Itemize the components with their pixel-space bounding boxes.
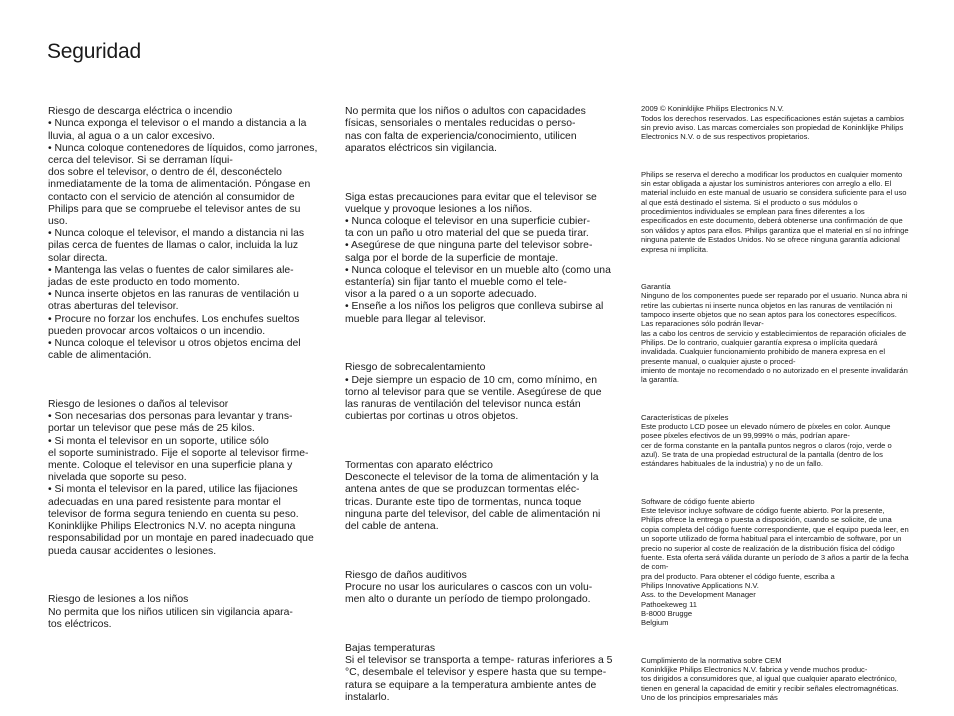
- column-right: [641, 95, 909, 712]
- spacer: [48, 375, 320, 387]
- spacer: [641, 151, 909, 160]
- spacer: [641, 637, 909, 646]
- spacer: [345, 436, 617, 448]
- section-supervision: No permita que los niños o adultos con capacidades físicas, sensoriales o mentales reducidas o perso- nas con falta de experiencia/conocimiento, utilicen aparatos eléctricos sin vigilancia.: [345, 106, 586, 154]
- spacer: [641, 394, 909, 403]
- section-tv-damage: Riesgo de lesiones o daños al televisor • Son necesarias dos personas para levantar y trans- portar un televisor que pese más de 25 kilos. • Si monta el televisor en un soporte, utilice sólo el soporte suministrado. Fije el soporte al televisor firme- mente. Coloque el televisor en una superficie plana y nivelada que soporte su peso. • Si monta el televisor en la pared, utilice las fijaciones adecuadas en una pared resistente para montar el televisor de forma segura teniendo en cuenta su peso. Koninklijke Philips Electronics N.V. no acepta ninguna responsabilidad por un montaje en pared inadecuado que pueda causar accidentes o lesiones.: [48, 399, 314, 557]
- spacer: [345, 167, 617, 179]
- section-pixels: Características de píxeles Este producto LCD posee un elevado número de píxeles en color. Aunque posee píxeles efectivos de un 99,999% o más, podrían apare- cer de forma constante en la pantalla puntos negros o claros (rojo, verde o azul). Se trata de una propiedad estructural de la pantalla (dentro de los estándares habituales de la industria) y no de un fallo.: [641, 412, 892, 469]
- section-open-source: Software de código fuente abierto Este televisor incluye software de código fuente abierto. Por la presente, Philips ofrece la entrega o puesta a disposición, cuando se solicite, de una copia completa del código fuente correspondiente, que el equipo pueda leer, en un soporte utilizado de forma habitual para el intercambio de software, por un precio no superior al coste de realización de la distribución física del código fuente. Esta oferta será válida durante un período de 3 años a partir de la fecha de com- pra del producto. Para obtener el código fuente, escriba a Philips Innovative Applications N.V. Ass. to the Development Manager Pathoekeweg 11 B-8000 Brugge Belgium: [641, 496, 909, 628]
- spacer: [48, 570, 320, 582]
- section-warranty: Garantía Ninguno de los componentes puede ser reparado por el usuario. Nunca abra ni retire las cubiertas ni inserte nunca objetos en las ranuras de ventilación ni tampoco inserte objetos que no sean aptos para los conectores específicos. Las reparaciones sólo podrán llevar- las a cabo los centros de servicio y establecimientos de reparación oficiales de Philips. De lo contrario, cualquier garantía expresa o implícita quedará invalidada. Cualquier funcionamiento prohibido de manera expresa en el presente manual, o cualquier ajuste o proced- imiento de montaje no recomendado o no autorizado en el presente invalidarán la garantía.: [641, 281, 908, 385]
- section-overheating: Riesgo de sobrecalentamiento • Deje siempre un espacio de 10 cm, como mínimo, en torno al televisor para que se ventile. Asegúrese de que las ranuras de ventilación del televisor nunca están cubiertas por cortinas u otros objetos.: [345, 362, 602, 423]
- spacer: [345, 545, 617, 557]
- column-middle: [345, 94, 617, 716]
- spacer: [641, 263, 909, 272]
- column-left: [48, 94, 320, 643]
- section-tip-over: Siga estas precauciones para evitar que el televisor se vuelque y provoque lesiones a los niños. • Nunca coloque el televisor en una superficie cubier- ta con un paño u otro material del que se pueda tirar. • Asegúrese de que ninguna parte del televisor sobre- salga por el borde de la superficie de montaje. • Nunca coloque el televisor en un mueble alto (como una estantería) sin fijar tanto el mueble como el tele- visor a la pared o a un soporte adecuado. • Enseñe a los niños los peligros que conlleva subirse al mueble para llegar al televisor.: [345, 191, 611, 325]
- section-lightning: Tormentas con aparato eléctrico Desconecte el televisor de la toma de alimentación y la antena antes de que se produzcan tormentas eléc- tricas. Durante este tipo de tormentas, nunca toque ninguna parte del televisor, del cable de alimentación ni del cable de antena.: [345, 460, 601, 533]
- section-electric-shock: Riesgo de descarga eléctrica o incendio • Nunca exponga el televisor o el mando a distancia a la lluvia, al agua o a un calor excesivo. • Nunca coloque contenedores de líquidos, como jarrones, cerca del televisor. Si se derraman líqui- dos sobre el televisor, o dentro de él, desconéctelo inmediatamente de la toma de alimentación. Póngase en contacto con el servicio de atención al consumidor de Philips para que se compruebe el televisor antes de su uso. • Nunca coloque el televisor, el mando a distancia ni las pilas cerca de fuentes de llamas o calor, incluida la luz solar directa. • Mantenga las velas o fuentes de calor similares ale- jadas de este producto en todo momento. • Nunca inserte objetos en las ranuras de ventilación u otras aberturas del televisor. • Procure no forzar los enchufes. Los enchufes sueltos pueden provocar arcos voltaicos o un incendio. • Nunca coloque el televisor u otros objetos encima del cable de alimentación.: [48, 106, 318, 362]
- section-children-injury: Riesgo de lesiones a los niños No permita que los niños utilicen sin vigilancia apara- tos eléctricos.: [48, 594, 293, 630]
- spacer: [641, 478, 909, 487]
- section-modifications: Philips se reserva el derecho a modificar los productos en cualquier momento sin estar obligada a ajustar los suministros anteriores con arreglo a ello. El material incluido en este manual de usuario se considera suficiente para el uso al que está destinado el sistema. Si el producto o sus módulos o procedimientos individuales se emplean para fines diferentes a los especificados en este documento, deberá obtenerse una confirmación de que son válidos y aptos para ellos. Philips garantiza que el material en sí no infringe ninguna patente de Estados Unidos. No se ofrece ninguna garantía adicional expresa ni implícita.: [641, 169, 909, 254]
- section-hearing: Riesgo de daños auditivos Procure no usar los auriculares o cascos con un volu- men alto o durante un período de tiempo prolongado.: [345, 569, 593, 606]
- page-title: Seguridad: [47, 40, 141, 63]
- spacer: [345, 619, 617, 631]
- section-low-temperature: Bajas temperaturas Si el televisor se transporta a tempe- raturas inferiores a 5 °C, desembale el televisor y espere hasta que su tempe- ratura se equipare a la temperatura ambiente antes de instalarlo.: [345, 643, 613, 703]
- section-emc: Cumplimiento de la normativa sobre CEM Koninklijke Philips Electronics N.V. fabrica y vende muchos produc- tos dirigidos a consumidores que, al igual que cualquier aparato electrónico, tienen en general la capacidad de emitir y recibir señales electromagnéticas. Uno de los principios empresariales más: [641, 655, 899, 702]
- spacer: [345, 338, 617, 350]
- section-copyright: 2009 © Koninklijke Philips Electronics N.V. Todos los derechos reservados. Las especificaciones están sujetas a cambios sin previo aviso. Las marcas comerciales son propiedad de Koninklijke Philips Electronics N.V. o de sus respectivos propietarios.: [641, 104, 904, 142]
